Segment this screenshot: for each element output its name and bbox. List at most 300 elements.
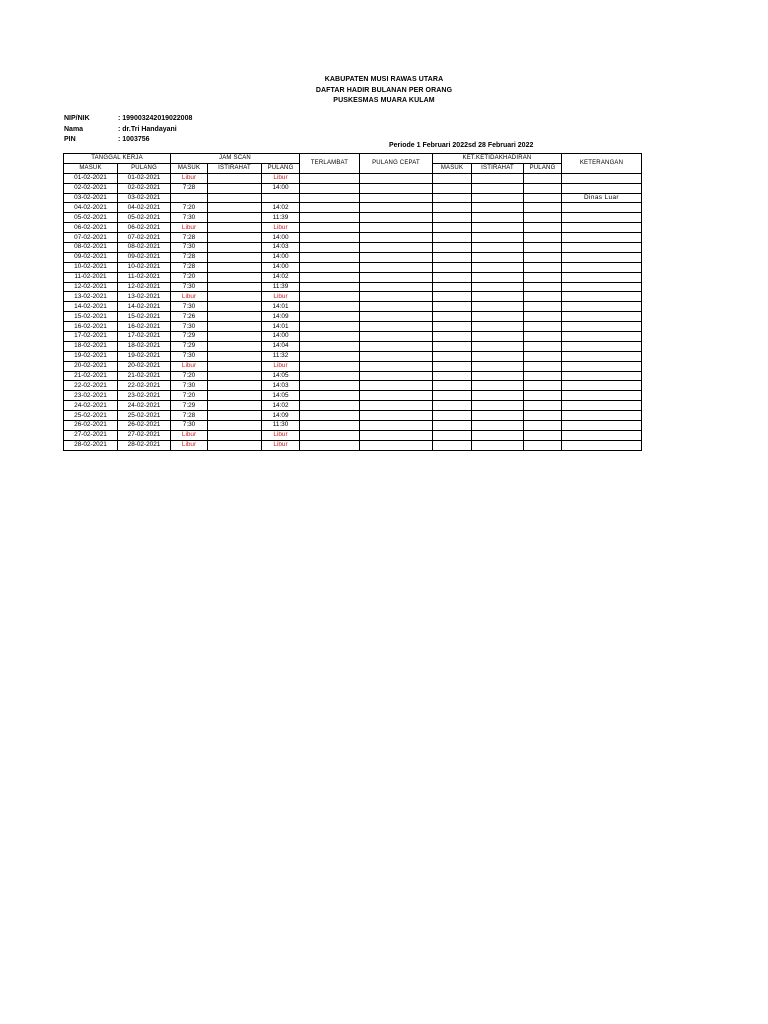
table-row (64, 252, 642, 262)
scan-masuk-cell: 7:20 (171, 203, 208, 213)
ket-istirahat-cell (472, 440, 524, 450)
scan-masuk-cell: Libur (171, 173, 208, 183)
ket-masuk-cell (433, 341, 472, 351)
keterangan-cell (562, 361, 642, 371)
tgl-pulang-cell: 20-02-2021 (118, 361, 171, 371)
terlambat-cell (300, 371, 360, 381)
th-keterangan: KETERANGAN (562, 154, 642, 174)
pulang-cepat-cell (360, 341, 433, 351)
tgl-masuk-cell: 21-02-2021 (64, 371, 118, 381)
tgl-pulang-cell: 17-02-2021 (118, 332, 171, 342)
terlambat-cell (300, 411, 360, 421)
th-ket-masuk: MASUK (433, 163, 472, 173)
pulang-cepat-cell (360, 421, 433, 431)
ket-istirahat-cell (472, 411, 524, 421)
tgl-pulang-cell: 04-02-2021 (118, 203, 171, 213)
name-label: Nama (64, 125, 84, 133)
th-tanggal-kerja: TANGGAL KERJA (64, 154, 171, 164)
tgl-masuk-cell: 07-02-2021 (64, 233, 118, 243)
scan-pulang-cell: 14:00 (262, 252, 300, 262)
ket-istirahat-cell (472, 421, 524, 431)
scan-masuk-cell: 7:26 (171, 312, 208, 322)
title-regency: KABUPATEN MUSI RAWAS UTARA (324, 76, 444, 83)
ket-pulang-cell (524, 381, 562, 391)
ket-pulang-cell (524, 332, 562, 342)
ket-masuk-cell (433, 243, 472, 253)
tgl-pulang-cell: 18-02-2021 (118, 341, 171, 351)
scan-istirahat-cell (208, 252, 262, 262)
pulang-cepat-cell (360, 351, 433, 361)
terlambat-cell (300, 223, 360, 233)
tgl-masuk-cell: 19-02-2021 (64, 351, 118, 361)
ket-istirahat-cell (472, 183, 524, 193)
scan-pulang-cell: 14:09 (262, 411, 300, 421)
pulang-cepat-cell (360, 381, 433, 391)
scan-masuk-cell: 7:29 (171, 332, 208, 342)
keterangan-cell (562, 183, 642, 193)
th-jam-scan: JAM SCAN (171, 154, 300, 164)
scan-masuk-cell: 7:29 (171, 401, 208, 411)
tgl-masuk-cell: 12-02-2021 (64, 282, 118, 292)
scan-istirahat-cell (208, 262, 262, 272)
ket-pulang-cell (524, 430, 562, 440)
table-row (64, 213, 642, 223)
scan-pulang-cell: 14:04 (262, 341, 300, 351)
ket-masuk-cell (433, 292, 472, 302)
terlambat-cell (300, 312, 360, 322)
keterangan-cell: Dinas Luar (562, 193, 642, 203)
tgl-pulang-cell: 03-02-2021 (118, 193, 171, 203)
ket-masuk-cell (433, 322, 472, 332)
terlambat-cell (300, 203, 360, 213)
employee-info (64, 114, 192, 146)
keterangan-cell (562, 332, 642, 342)
tgl-masuk-cell: 22-02-2021 (64, 381, 118, 391)
ket-istirahat-cell (472, 233, 524, 243)
pin-value: : 1003756 (118, 136, 150, 143)
keterangan-cell (562, 243, 642, 253)
th-scan-pulang: PULANG (262, 163, 300, 173)
scan-istirahat-cell (208, 371, 262, 381)
terlambat-cell (300, 173, 360, 183)
pulang-cepat-cell (360, 243, 433, 253)
scan-istirahat-cell (208, 421, 262, 431)
ket-istirahat-cell (472, 351, 524, 361)
terlambat-cell (300, 262, 360, 272)
table-row (64, 421, 642, 431)
keterangan-cell (562, 341, 642, 351)
keterangan-cell (562, 223, 642, 233)
tgl-masuk-cell: 24-02-2021 (64, 401, 118, 411)
scan-istirahat-cell (208, 183, 262, 193)
tgl-pulang-cell: 19-02-2021 (118, 351, 171, 361)
ket-masuk-cell (433, 262, 472, 272)
ket-istirahat-cell (472, 193, 524, 203)
table-row (64, 292, 642, 302)
scan-pulang-cell: 14:02 (262, 401, 300, 411)
scan-istirahat-cell (208, 302, 262, 312)
tgl-pulang-cell: 12-02-2021 (118, 282, 171, 292)
ket-istirahat-cell (472, 391, 524, 401)
scan-pulang-cell: 14:01 (262, 322, 300, 332)
scan-istirahat-cell (208, 430, 262, 440)
ket-istirahat-cell (472, 381, 524, 391)
terlambat-cell (300, 381, 360, 391)
scan-istirahat-cell (208, 193, 262, 203)
ket-pulang-cell (524, 322, 562, 332)
terlambat-cell (300, 391, 360, 401)
tgl-pulang-cell: 24-02-2021 (118, 401, 171, 411)
nip-row (64, 114, 192, 125)
tgl-masuk-cell: 08-02-2021 (64, 243, 118, 253)
scan-pulang-cell: 14:01 (262, 302, 300, 312)
document-title-block (0, 75, 768, 107)
scan-masuk-cell: Libur (171, 430, 208, 440)
keterangan-cell (562, 203, 642, 213)
scan-masuk-cell: 7:28 (171, 233, 208, 243)
pulang-cepat-cell (360, 213, 433, 223)
terlambat-cell (300, 282, 360, 292)
scan-istirahat-cell (208, 203, 262, 213)
tgl-pulang-cell: 15-02-2021 (118, 312, 171, 322)
keterangan-cell (562, 391, 642, 401)
tgl-pulang-cell: 09-02-2021 (118, 252, 171, 262)
table-row (64, 341, 642, 351)
ket-masuk-cell (433, 371, 472, 381)
tgl-pulang-cell: 05-02-2021 (118, 213, 171, 223)
keterangan-cell (562, 430, 642, 440)
ket-pulang-cell (524, 213, 562, 223)
tgl-masuk-cell: 26-02-2021 (64, 421, 118, 431)
table-row (64, 322, 642, 332)
ket-pulang-cell (524, 371, 562, 381)
pulang-cepat-cell (360, 332, 433, 342)
tgl-masuk-cell: 16-02-2021 (64, 322, 118, 332)
ket-masuk-cell (433, 173, 472, 183)
ket-istirahat-cell (472, 282, 524, 292)
nip-label: NIP/NIK (64, 115, 90, 122)
ket-masuk-cell (433, 361, 472, 371)
ket-istirahat-cell (472, 173, 524, 183)
ket-istirahat-cell (472, 252, 524, 262)
table-row (64, 401, 642, 411)
scan-istirahat-cell (208, 243, 262, 253)
scan-masuk-cell: 7:28 (171, 252, 208, 262)
pulang-cepat-cell (360, 272, 433, 282)
ket-istirahat-cell (472, 223, 524, 233)
tgl-masuk-cell: 28-02-2021 (64, 440, 118, 450)
attendance-rows (64, 173, 642, 450)
ket-masuk-cell (433, 381, 472, 391)
table-row (64, 233, 642, 243)
pulang-cepat-cell (360, 411, 433, 421)
keterangan-cell (562, 411, 642, 421)
th-tgl-masuk: MASUK (64, 163, 118, 173)
scan-istirahat-cell (208, 440, 262, 450)
scan-masuk-cell: 7:30 (171, 302, 208, 312)
terlambat-cell (300, 243, 360, 253)
ket-istirahat-cell (472, 272, 524, 282)
ket-istirahat-cell (472, 371, 524, 381)
ket-istirahat-cell (472, 312, 524, 322)
tgl-masuk-cell: 27-02-2021 (64, 430, 118, 440)
scan-pulang-cell: 11:39 (262, 213, 300, 223)
tgl-pulang-cell: 02-02-2021 (118, 183, 171, 193)
scan-pulang-cell: 14:02 (262, 272, 300, 282)
ket-istirahat-cell (472, 430, 524, 440)
pulang-cepat-cell (360, 252, 433, 262)
table-row (64, 302, 642, 312)
table-row (64, 351, 642, 361)
tgl-masuk-cell: 14-02-2021 (64, 302, 118, 312)
ket-masuk-cell (433, 332, 472, 342)
scan-pulang-cell: 11:39 (262, 282, 300, 292)
scan-istirahat-cell (208, 173, 262, 183)
tgl-masuk-cell: 09-02-2021 (64, 252, 118, 262)
terlambat-cell (300, 302, 360, 312)
tgl-masuk-cell: 18-02-2021 (64, 341, 118, 351)
terlambat-cell (300, 233, 360, 243)
pulang-cepat-cell (360, 440, 433, 450)
ket-pulang-cell (524, 243, 562, 253)
tgl-masuk-cell: 13-02-2021 (64, 292, 118, 302)
pulang-cepat-cell (360, 401, 433, 411)
pulang-cepat-cell (360, 173, 433, 183)
pin-row (64, 135, 192, 146)
table-row (64, 243, 642, 253)
scan-masuk-cell: 7:28 (171, 183, 208, 193)
ket-masuk-cell (433, 302, 472, 312)
table-row (64, 193, 642, 203)
scan-masuk-cell: 7:20 (171, 371, 208, 381)
scan-masuk-cell: 7:30 (171, 351, 208, 361)
keterangan-cell (562, 421, 642, 431)
pulang-cepat-cell (360, 371, 433, 381)
ket-masuk-cell (433, 223, 472, 233)
ket-masuk-cell (433, 421, 472, 431)
ket-masuk-cell (433, 312, 472, 322)
scan-pulang-cell: Libur (262, 361, 300, 371)
scan-pulang-cell (262, 193, 300, 203)
th-scan-masuk: MASUK (171, 163, 208, 173)
ket-pulang-cell (524, 233, 562, 243)
tgl-pulang-cell: 10-02-2021 (118, 262, 171, 272)
ket-pulang-cell (524, 282, 562, 292)
table-row (64, 411, 642, 421)
tgl-pulang-cell: 28-02-2021 (118, 440, 171, 450)
tgl-masuk-cell: 23-02-2021 (64, 391, 118, 401)
tgl-pulang-cell: 16-02-2021 (118, 322, 171, 332)
tgl-masuk-cell: 11-02-2021 (64, 272, 118, 282)
terlambat-cell (300, 440, 360, 450)
tgl-pulang-cell: 13-02-2021 (118, 292, 171, 302)
ket-masuk-cell (433, 430, 472, 440)
scan-pulang-cell: Libur (262, 223, 300, 233)
pulang-cepat-cell (360, 430, 433, 440)
scan-masuk-cell: 7:30 (171, 381, 208, 391)
ket-pulang-cell (524, 421, 562, 431)
ket-pulang-cell (524, 411, 562, 421)
terlambat-cell (300, 272, 360, 282)
name-row (64, 125, 192, 136)
tgl-pulang-cell: 21-02-2021 (118, 371, 171, 381)
ket-istirahat-cell (472, 332, 524, 342)
scan-istirahat-cell (208, 411, 262, 421)
th-pulang-cepat: PULANG CEPAT (360, 154, 433, 174)
ket-masuk-cell (433, 203, 472, 213)
scan-istirahat-cell (208, 322, 262, 332)
ket-istirahat-cell (472, 302, 524, 312)
keterangan-cell (562, 252, 642, 262)
ket-pulang-cell (524, 312, 562, 322)
scan-pulang-cell: 14:03 (262, 243, 300, 253)
scan-masuk-cell: 7:28 (171, 262, 208, 272)
scan-istirahat-cell (208, 272, 262, 282)
tgl-masuk-cell: 06-02-2021 (64, 223, 118, 233)
tgl-pulang-cell: 23-02-2021 (118, 391, 171, 401)
tgl-pulang-cell: 01-02-2021 (118, 173, 171, 183)
pulang-cepat-cell (360, 203, 433, 213)
keterangan-cell (562, 440, 642, 450)
ket-masuk-cell (433, 401, 472, 411)
ket-masuk-cell (433, 213, 472, 223)
tgl-masuk-cell: 25-02-2021 (64, 411, 118, 421)
pulang-cepat-cell (360, 223, 433, 233)
keterangan-cell (562, 282, 642, 292)
scan-istirahat-cell (208, 213, 262, 223)
table-row (64, 430, 642, 440)
table-row (64, 183, 642, 193)
scan-masuk-cell: Libur (171, 361, 208, 371)
scan-istirahat-cell (208, 332, 262, 342)
pulang-cepat-cell (360, 193, 433, 203)
ket-masuk-cell (433, 252, 472, 262)
ket-pulang-cell (524, 193, 562, 203)
tgl-pulang-cell: 22-02-2021 (118, 381, 171, 391)
table-row (64, 440, 642, 450)
ket-pulang-cell (524, 341, 562, 351)
table-row (64, 381, 642, 391)
table-row (64, 332, 642, 342)
ket-istirahat-cell (472, 361, 524, 371)
pin-label: PIN (64, 136, 76, 143)
tgl-pulang-cell: 06-02-2021 (118, 223, 171, 233)
ket-masuk-cell (433, 183, 472, 193)
period-label: Periode 1 Februari 2022sd 28 Februari 2022 (389, 142, 534, 149)
pulang-cepat-cell (360, 233, 433, 243)
ket-istirahat-cell (472, 341, 524, 351)
scan-istirahat-cell (208, 282, 262, 292)
ket-masuk-cell (433, 391, 472, 401)
header-row-top (64, 154, 642, 164)
scan-istirahat-cell (208, 312, 262, 322)
tgl-pulang-cell: 08-02-2021 (118, 243, 171, 253)
tgl-masuk-cell: 05-02-2021 (64, 213, 118, 223)
scan-masuk-cell: Libur (171, 440, 208, 450)
ket-pulang-cell (524, 292, 562, 302)
scan-istirahat-cell (208, 223, 262, 233)
ket-istirahat-cell (472, 322, 524, 332)
tgl-masuk-cell: 01-02-2021 (64, 173, 118, 183)
tgl-pulang-cell: 26-02-2021 (118, 421, 171, 431)
pulang-cepat-cell (360, 322, 433, 332)
ket-masuk-cell (433, 193, 472, 203)
ket-masuk-cell (433, 282, 472, 292)
tgl-pulang-cell: 14-02-2021 (118, 302, 171, 312)
ket-pulang-cell (524, 173, 562, 183)
table-row (64, 371, 642, 381)
ket-masuk-cell (433, 351, 472, 361)
th-ket-pulang: PULANG (524, 163, 562, 173)
scan-pulang-cell: 11:32 (262, 351, 300, 361)
terlambat-cell (300, 213, 360, 223)
tgl-masuk-cell: 15-02-2021 (64, 312, 118, 322)
terlambat-cell (300, 351, 360, 361)
terlambat-cell (300, 183, 360, 193)
scan-pulang-cell: Libur (262, 440, 300, 450)
table-row (64, 173, 642, 183)
scan-istirahat-cell (208, 341, 262, 351)
table-row (64, 312, 642, 322)
title-health-center: PUSKESMAS MUARA KULAM (333, 97, 435, 104)
pulang-cepat-cell (360, 391, 433, 401)
tgl-masuk-cell: 17-02-2021 (64, 332, 118, 342)
ket-pulang-cell (524, 361, 562, 371)
scan-masuk-cell: 7:30 (171, 282, 208, 292)
scan-masuk-cell: 7:30 (171, 213, 208, 223)
table-row (64, 391, 642, 401)
terlambat-cell (300, 421, 360, 431)
th-terlambat: TERLAMBAT (300, 154, 360, 174)
ket-pulang-cell (524, 351, 562, 361)
scan-pulang-cell: 14:05 (262, 391, 300, 401)
ket-istirahat-cell (472, 213, 524, 223)
terlambat-cell (300, 332, 360, 342)
scan-pulang-cell: 14:00 (262, 233, 300, 243)
th-ket-istirahat: ISTIRAHAT (472, 163, 524, 173)
terlambat-cell (300, 401, 360, 411)
ket-masuk-cell (433, 440, 472, 450)
table-row (64, 203, 642, 213)
scan-pulang-cell: 14:03 (262, 381, 300, 391)
ket-istirahat-cell (472, 203, 524, 213)
pulang-cepat-cell (360, 282, 433, 292)
tgl-masuk-cell: 10-02-2021 (64, 262, 118, 272)
keterangan-cell (562, 262, 642, 272)
terlambat-cell (300, 252, 360, 262)
keterangan-cell (562, 272, 642, 282)
nip-value: : 199003242019022008 (118, 115, 193, 122)
keterangan-cell (562, 351, 642, 361)
keterangan-cell (562, 302, 642, 312)
terlambat-cell (300, 193, 360, 203)
pulang-cepat-cell (360, 312, 433, 322)
tgl-pulang-cell: 27-02-2021 (118, 430, 171, 440)
ket-pulang-cell (524, 183, 562, 193)
ket-pulang-cell (524, 272, 562, 282)
ket-istirahat-cell (472, 292, 524, 302)
terlambat-cell (300, 322, 360, 332)
scan-pulang-cell: Libur (262, 292, 300, 302)
ket-pulang-cell (524, 440, 562, 450)
tgl-pulang-cell: 07-02-2021 (118, 233, 171, 243)
tgl-masuk-cell: 20-02-2021 (64, 361, 118, 371)
table-row (64, 361, 642, 371)
tgl-masuk-cell: 04-02-2021 (64, 203, 118, 213)
th-scan-istirahat: ISTIRAHAT (208, 163, 262, 173)
scan-istirahat-cell (208, 401, 262, 411)
th-ket-ketidakhadiran: KET.KETIDAKHADIRAN (433, 154, 562, 164)
